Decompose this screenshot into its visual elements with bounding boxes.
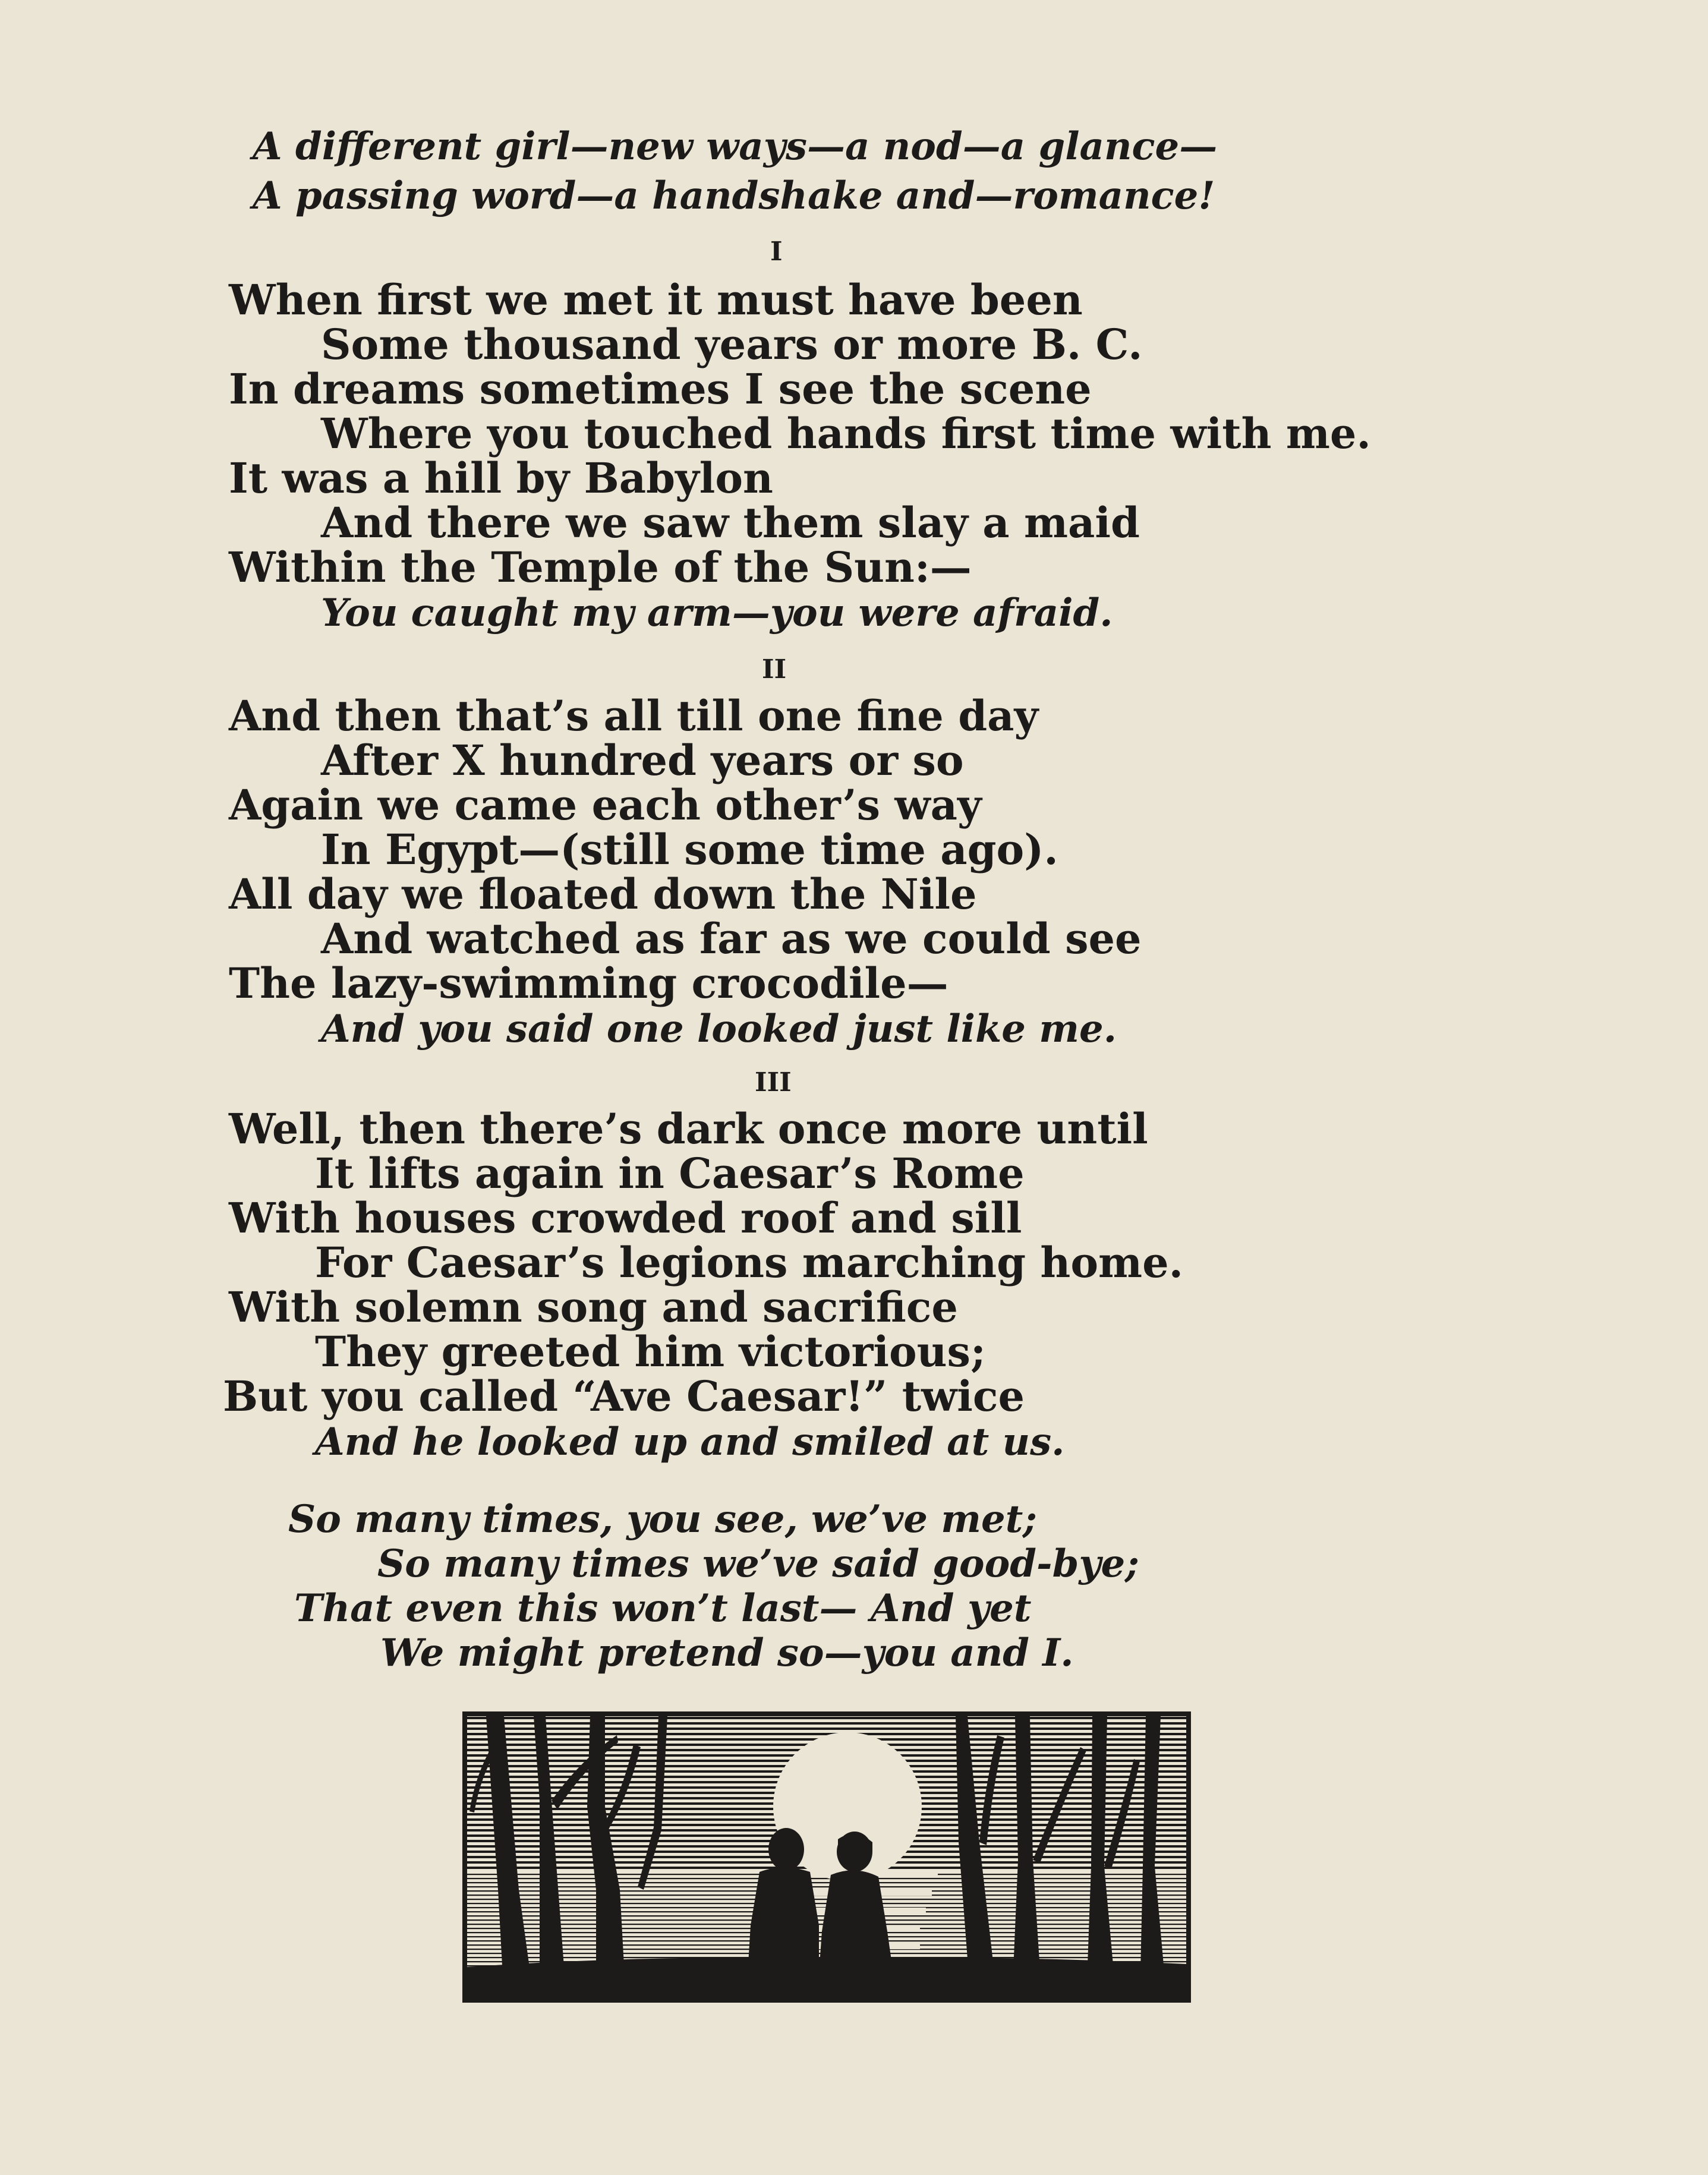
verse-line: With houses crowded roof and sill bbox=[229, 1193, 1022, 1243]
verse-line-italic: You caught my arm—you were afraid. bbox=[321, 591, 1113, 635]
woodcut-illustration bbox=[462, 1711, 1191, 2003]
verse-line: With solemn song and sacrifice bbox=[229, 1282, 958, 1332]
verse-line: In dreams sometimes I see the scene bbox=[229, 364, 1092, 414]
epigraph-line-1: A different girl—new ways—a nod—a glance— bbox=[253, 124, 1218, 169]
verse-line: After X hundred years or so bbox=[321, 736, 964, 785]
stanza-numeral-2: II bbox=[762, 654, 787, 685]
verse-line: And then that’s all till one fine day bbox=[229, 691, 1039, 740]
verse-line: And watched as far as we could see bbox=[321, 914, 1142, 963]
epigraph-line-2: A passing word—a handshake and—romance! bbox=[253, 174, 1215, 218]
verse-line: But you called “Ave Caesar!” twice bbox=[223, 1372, 1025, 1421]
verse-line-italic: And you said one looked just like me. bbox=[321, 1007, 1117, 1051]
verse-line: They greeted him victorious; bbox=[315, 1327, 986, 1376]
envoi-line: So many times, you see, we’ve met; bbox=[288, 1497, 1037, 1542]
verse-line: Some thousand years or more B. C. bbox=[321, 320, 1143, 369]
verse-line: And there we saw them slay a maid bbox=[321, 498, 1140, 547]
verse-line: For Caesar’s legions marching home. bbox=[315, 1238, 1183, 1287]
verse-line: The lazy-swimming crocodile— bbox=[229, 959, 948, 1008]
stanza-numeral-1: I bbox=[770, 237, 783, 267]
verse-line: It was a hill by Babylon bbox=[229, 453, 773, 503]
verse-line: It lifts again in Caesar’s Rome bbox=[315, 1149, 1025, 1198]
verse-line: Again we came each other’s way bbox=[229, 780, 982, 830]
envoi-line: We might pretend so—you and I. bbox=[380, 1631, 1074, 1675]
verse-line-italic: And he looked up and smiled at us. bbox=[315, 1420, 1065, 1464]
verse-line: Where you touched hands first time with me. bbox=[321, 409, 1371, 458]
verse-line: Within the Temple of the Sun:— bbox=[229, 543, 972, 592]
verse-line: When first we met it must have been bbox=[229, 275, 1083, 324]
moonlit-couple-illustration bbox=[462, 1711, 1191, 2003]
envoi-line: So many times we’ve said good-bye; bbox=[377, 1542, 1139, 1586]
verse-line: All day we floated down the Nile bbox=[229, 869, 977, 919]
verse-line: In Egypt—(still some time ago). bbox=[321, 825, 1058, 874]
verse-line: Well, then there’s dark once more until bbox=[229, 1104, 1148, 1153]
stanza-numeral-3: III bbox=[755, 1067, 792, 1098]
envoi-line: That even this won’t last— And yet bbox=[294, 1586, 1032, 1631]
